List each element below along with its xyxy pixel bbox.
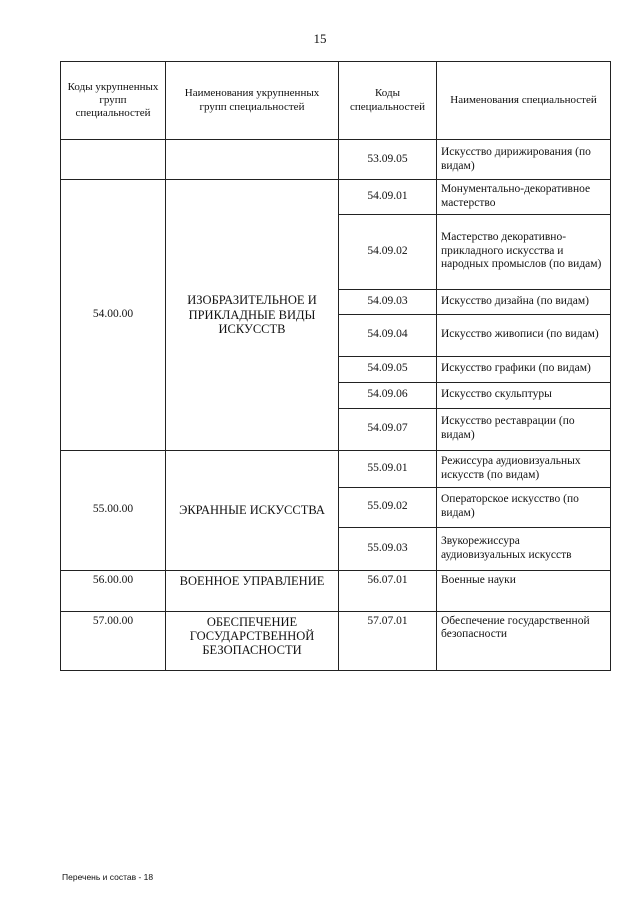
group-code: 57.00.00 bbox=[61, 611, 166, 670]
specialties-table bbox=[60, 61, 611, 671]
table-row bbox=[61, 570, 611, 611]
table-row bbox=[61, 611, 611, 670]
empty-cell bbox=[166, 140, 339, 180]
spec-code: 53.09.05 bbox=[339, 140, 437, 180]
spec-code: 54.09.01 bbox=[339, 180, 437, 215]
group-name: ЭКРАННЫЕ ИСКУССТВА bbox=[166, 450, 339, 570]
group-name: ВОЕННОЕ УПРАВЛЕНИЕ bbox=[166, 570, 339, 611]
group-name: ОБЕСПЕЧЕНИЕ ГОСУДАРСТВЕННОЙ БЕЗОПАСНОСТИ bbox=[166, 611, 339, 670]
header-group-names: Наименования укрупненных групп специальностей bbox=[166, 62, 339, 140]
spec-code: 54.09.05 bbox=[339, 356, 437, 382]
spec-name: Звукорежиссура аудиовизуальных искусств bbox=[437, 527, 611, 570]
spec-name: Обеспечение государственной безопасности bbox=[437, 611, 611, 670]
header-spec-codes: Коды специальностей bbox=[339, 62, 437, 140]
spec-name: Режиссура аудиовизуальных искусств (по видам) bbox=[437, 450, 611, 487]
spec-name: Искусство живописи (по видам) bbox=[437, 314, 611, 356]
spec-code: 55.09.01 bbox=[339, 450, 437, 487]
spec-name: Искусство дизайна (по видам) bbox=[437, 289, 611, 314]
group-code: 54.00.00 bbox=[61, 180, 166, 451]
spec-code: 54.09.03 bbox=[339, 289, 437, 314]
header-spec-names: Наименования специальностей bbox=[437, 62, 611, 140]
table-row bbox=[61, 180, 611, 215]
spec-name: Искусство дирижирования (по видам) bbox=[437, 140, 611, 180]
table-header-row bbox=[61, 62, 611, 140]
empty-cell bbox=[61, 140, 166, 180]
spec-code: 55.09.03 bbox=[339, 527, 437, 570]
header-group-codes: Коды укрупненных групп специальностей bbox=[61, 62, 166, 140]
spec-code: 54.09.06 bbox=[339, 382, 437, 408]
spec-code: 54.09.04 bbox=[339, 314, 437, 356]
footer-note: Перечень и состав - 18 bbox=[62, 872, 154, 882]
spec-name: Операторское искусство (по видам) bbox=[437, 487, 611, 527]
spec-name: Искусство скульптуры bbox=[437, 382, 611, 408]
spec-code: 55.09.02 bbox=[339, 487, 437, 527]
spec-code: 57.07.01 bbox=[339, 611, 437, 670]
spec-name: Монументально-декоративное мастерство bbox=[437, 180, 611, 215]
spec-code: 54.09.07 bbox=[339, 408, 437, 450]
table-row bbox=[61, 450, 611, 487]
table-row bbox=[61, 140, 611, 180]
spec-code: 54.09.02 bbox=[339, 214, 437, 289]
spec-code: 56.07.01 bbox=[339, 570, 437, 611]
group-name: ИЗОБРАЗИТЕЛЬНОЕ И ПРИКЛАДНЫЕ ВИДЫ ИСКУССТВ bbox=[166, 180, 339, 451]
group-code: 55.00.00 bbox=[61, 450, 166, 570]
spec-name: Искусство реставрации (по видам) bbox=[437, 408, 611, 450]
spec-name: Искусство графики (по видам) bbox=[437, 356, 611, 382]
spec-name: Военные науки bbox=[437, 570, 611, 611]
page-number: 15 bbox=[313, 31, 327, 46]
group-code: 56.00.00 bbox=[61, 570, 166, 611]
spec-name: Мастерство декоративно-прикладного искусства и народных промыслов (по видам) bbox=[437, 214, 611, 289]
